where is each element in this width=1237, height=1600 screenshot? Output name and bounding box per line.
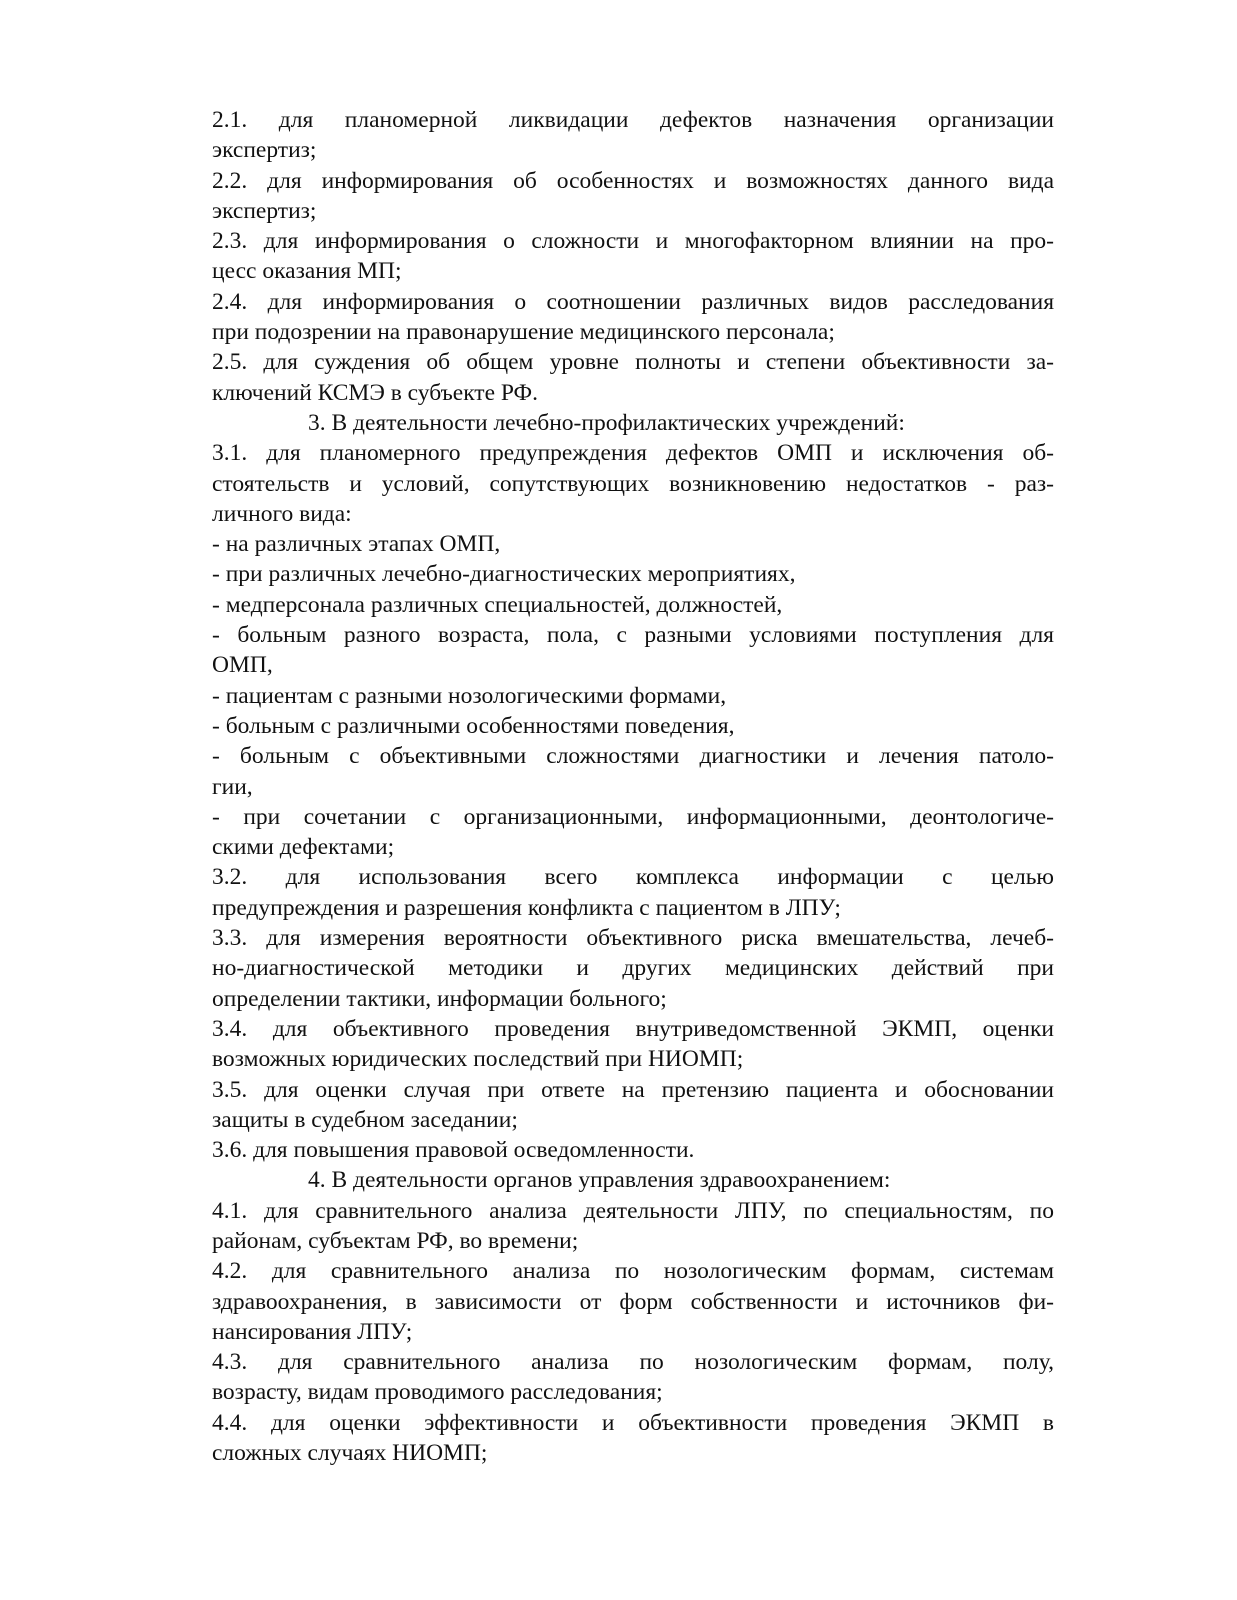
text-line: экспертиз; bbox=[212, 137, 317, 164]
text-line: сложных случаях НИОМП; bbox=[212, 1440, 488, 1467]
text-line: 2.1. для планомерной ликвидации дефектов назначения организации bbox=[212, 107, 1054, 133]
paragraph-p-3-4 bbox=[212, 1014, 1054, 1075]
text-line: личного вида: bbox=[212, 500, 352, 527]
text-line: экспертиз; bbox=[212, 197, 317, 224]
paragraph-b-8 bbox=[212, 802, 1054, 863]
paragraph-b-5 bbox=[212, 681, 1054, 711]
section-heading-h-3 bbox=[212, 408, 1054, 438]
text-line: 3.5. для оценки случая при ответе на претензию пациента и обосновании bbox=[212, 1076, 1054, 1103]
text-line: нансирования ЛПУ; bbox=[212, 1318, 413, 1345]
text-line: 2.5. для суждения об общем уровне полноты и степени объективности за- bbox=[212, 349, 1054, 376]
text-line: - при сочетании с организационными, информационными, деонтологиче- bbox=[212, 803, 1054, 830]
paragraph-p-2-3 bbox=[212, 226, 1054, 287]
text-line: 2.4. для информирования о соотношении различных видов расследования bbox=[212, 288, 1054, 315]
paragraph-b-6 bbox=[212, 711, 1054, 741]
paragraph-b-1 bbox=[212, 529, 1054, 559]
text-line: - больным с объективными сложностями диагностики и лечения патоло- bbox=[212, 743, 1054, 770]
text-line: гии, bbox=[212, 773, 253, 800]
paragraph-p-3-5 bbox=[212, 1075, 1054, 1136]
text-line: 4.2. для сравнительного анализа по нозологическим формам, системам bbox=[212, 1258, 1054, 1285]
text-line: цесс оказания МП; bbox=[212, 258, 402, 285]
paragraph-b-7 bbox=[212, 741, 1054, 802]
paragraph-p-3-2 bbox=[212, 862, 1054, 923]
text-line: определении тактики, информации больного; bbox=[212, 985, 667, 1012]
text-line: но-диагностической методики и других медицинских действий при bbox=[212, 955, 1054, 982]
text-line: 4.1. для сравнительного анализа деятельности ЛПУ, по специальностям, по bbox=[212, 1197, 1054, 1224]
text-line: 2.2. для информирования об особенностях и возможностях данного вида bbox=[212, 167, 1054, 194]
paragraph-p-3-6 bbox=[212, 1135, 1054, 1165]
text-line: 3.1. для планомерного предупреждения дефектов ОМП и исключения об- bbox=[212, 440, 1054, 467]
text-line: 4.4. для оценки эффективности и объективности проведения ЭКМП в bbox=[212, 1409, 1054, 1436]
text-line: - пациентам с разными нозологическими формами, bbox=[212, 682, 727, 709]
paragraph-p-4-2 bbox=[212, 1256, 1054, 1347]
text-line: 3.6. для повышения правовой осведомленности. bbox=[212, 1137, 695, 1164]
paragraph-p-2-1 bbox=[212, 105, 1054, 166]
text-line: ОМП, bbox=[212, 652, 273, 679]
paragraph-p-2-4 bbox=[212, 287, 1054, 348]
text-line: - при различных лечебно-диагностических мероприятиях, bbox=[212, 561, 796, 588]
text-line: - на различных этапах ОМП, bbox=[212, 531, 501, 558]
text-line: защиты в судебном заседании; bbox=[212, 1106, 518, 1133]
paragraph-b-3 bbox=[212, 590, 1054, 620]
text-line: возможных юридических последствий при НИОМП; bbox=[212, 1046, 744, 1073]
text-line: - больным с различными особенностями поведения, bbox=[212, 712, 735, 739]
text-line: районам, субъектам РФ, во времени; bbox=[212, 1227, 579, 1254]
text-line: предупреждения и разрешения конфликта с пациентом в ЛПУ; bbox=[212, 894, 841, 921]
text-line: 3. В деятельности лечебно-профилактических учреждений: bbox=[308, 409, 905, 436]
text-line: - медперсонала различных специальностей, должностей, bbox=[212, 591, 783, 618]
text-line: 3.2. для использования всего комплекса информации с целью bbox=[212, 864, 1054, 891]
text-line: 3.3. для измерения вероятности объективного риска вмешательства, лечеб- bbox=[212, 925, 1054, 952]
text-line: 3.4. для объективного проведения внутриведомственной ЭКМП, оценки bbox=[212, 1015, 1054, 1042]
paragraph-p-2-2 bbox=[212, 166, 1054, 227]
paragraph-p-3-1 bbox=[212, 438, 1054, 529]
text-line: - больным разного возраста, пола, с разными условиями поступления для bbox=[212, 622, 1054, 649]
text-line: при подозрении на правонарушение медицинского персонала; bbox=[212, 319, 835, 346]
text-line: здравоохранения, в зависимости от форм собственности и источников фи- bbox=[212, 1288, 1054, 1315]
text-line: возрасту, видам проводимого расследования; bbox=[212, 1379, 663, 1406]
text-line: стоятельств и условий, сопутствующих возникновению недостатков - раз- bbox=[212, 470, 1054, 497]
paragraph-p-3-3 bbox=[212, 923, 1054, 1014]
paragraph-b-4 bbox=[212, 620, 1054, 681]
text-line: 2.3. для информирования о сложности и многофакторном влиянии на про- bbox=[212, 228, 1054, 255]
section-heading-h-4 bbox=[212, 1165, 1054, 1195]
paragraph-p-2-5 bbox=[212, 347, 1054, 408]
text-line: 4. В деятельности органов управления здравоохранением: bbox=[308, 1167, 891, 1194]
document-body bbox=[212, 105, 1054, 1468]
paragraph-p-4-3 bbox=[212, 1347, 1054, 1408]
text-line: ключений КСМЭ в субъекте РФ. bbox=[212, 379, 538, 406]
text-line: скими дефектами; bbox=[212, 834, 395, 861]
paragraph-p-4-4 bbox=[212, 1408, 1054, 1469]
paragraph-b-2 bbox=[212, 559, 1054, 589]
text-line: 4.3. для сравнительного анализа по нозологическим формам, полу, bbox=[212, 1349, 1054, 1376]
paragraph-p-4-1 bbox=[212, 1196, 1054, 1257]
